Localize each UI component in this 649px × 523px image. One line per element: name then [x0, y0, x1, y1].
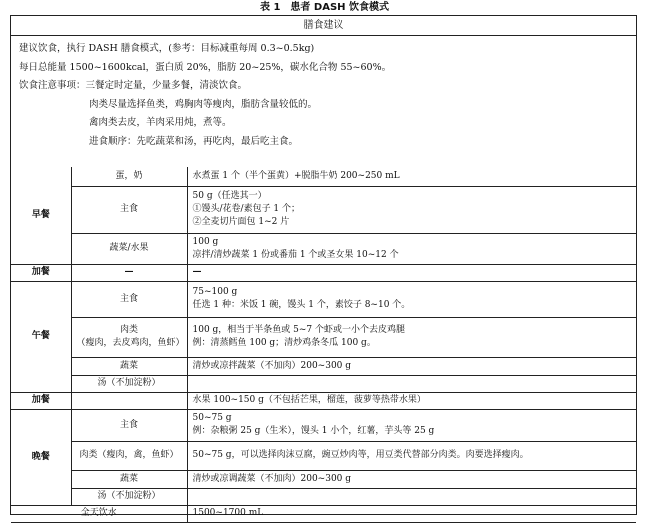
detail-dinner-soup [187, 488, 636, 505]
item-snack-1: — [71, 264, 187, 281]
meal-dinner: 晚餐 [11, 409, 71, 505]
table-row [11, 392, 636, 409]
meal-snack-2: 加餐 [11, 392, 71, 409]
detail-egg-milk: 水煮蛋 1 个（半个蛋黄）+脱脂牛奶 200~250 mL [187, 167, 636, 186]
detail-veg-fruit [187, 233, 636, 264]
table-row [11, 167, 636, 186]
detail-lunch-meat [187, 317, 636, 357]
detail-line: 100 g，相当于半条鱼或 5~7 个虾或一小个去皮鸡腿 [192, 325, 406, 335]
detail-water: 1500~1700 mL [187, 505, 636, 522]
table-row [11, 470, 636, 488]
detail-line: 100 g [192, 236, 219, 247]
item-line: （瘦肉，去皮鸡肉，鱼虾） [76, 338, 185, 348]
detail-snack-1: — [187, 264, 636, 281]
table-row [11, 441, 636, 470]
table-row [11, 488, 636, 505]
item-line: 肉类 [119, 325, 138, 335]
item-dinner-staple: 主食 [71, 409, 187, 441]
item-lunch-soup: 汤（不加淀粉） [71, 375, 187, 392]
detail-line: 任选 1 种：米饭 1 碗，馒头 1 个，素饺子 8~10 个。 [192, 300, 411, 310]
detail-line: 例：杂粮粥 25 g（生米），馒头 1 小个，红薯，芋头等 25 g [192, 426, 435, 436]
detail-lunch-veg: 清炒或凉拌蔬菜（不加肉）200~300 g [187, 357, 636, 375]
advice-line-3: 饮食注意事项：三餐定时定量，少量多餐，清淡饮食。 [19, 80, 248, 91]
table-row [11, 357, 636, 375]
item-veg-fruit: 蔬菜/水果 [71, 233, 187, 264]
table-row [11, 233, 636, 264]
detail-line: 75~100 g [192, 287, 238, 297]
detail-snack-2: 水果 100~150 g（不包括芒果，榴莲，菠萝等热带水果） [187, 392, 636, 409]
table-row [11, 505, 636, 522]
detail-line: ①馒头/花卷/素包子 1 个； [192, 204, 301, 214]
advice-line-4: 肉类尽量选择鱼类，鸡胸肉等瘦肉，脂肪含量较低的。 [89, 98, 318, 110]
table-row [11, 317, 636, 357]
item-water: 全天饮水 [11, 505, 187, 522]
table-row [11, 186, 636, 233]
table-row [11, 375, 636, 392]
advice-line-6: 进食顺序：先吃蔬菜和汤，再吃肉，最后吃主食。 [89, 135, 299, 147]
detail-line: 例：清蒸鳕鱼 100 g；清炒鸡条冬瓜 100 g。 [192, 338, 376, 348]
detail-breakfast-staple [187, 186, 636, 233]
detail-lunch-soup [187, 375, 636, 392]
meal-snack-1: 加餐 [11, 264, 71, 281]
item-snack-2 [71, 392, 187, 409]
advice-line-1: 建议饮食，执行 DASH 膳食模式，(参考：目标减重每周 0.3~0.5kg) [19, 43, 315, 54]
table-row [11, 281, 636, 317]
table-row [11, 409, 636, 441]
item-egg-milk: 蛋，奶 [71, 167, 187, 186]
item-breakfast-staple: 主食 [71, 186, 187, 233]
detail-dinner-veg: 清炒或凉调蔬菜（不加肉）200~300 g [187, 470, 636, 488]
table-caption: 表 1 患者 DASH 饮食模式 [259, 2, 389, 13]
detail-lunch-staple [187, 281, 636, 317]
meal-breakfast: 早餐 [11, 167, 71, 264]
table-header: 膳食建议 [11, 16, 636, 36]
advice-line-5: 禽肉类去皮，羊肉采用炖，煮等。 [89, 117, 232, 128]
item-dinner-meat: 肉类（瘦肉，禽，鱼虾） [71, 441, 187, 470]
detail-line: 50 g（任选其一） [192, 191, 267, 201]
meal-plan-table [11, 167, 636, 523]
advice-line-2: 每日总能量 1500~1600kcal，蛋白质 20%，脂肪 20~25%，碳水化合物 55~60%。 [19, 61, 392, 73]
item-dinner-veg: 蔬菜 [71, 470, 187, 488]
detail-dinner-staple [187, 409, 636, 441]
diet-table [10, 15, 637, 518]
item-dinner-soup: 汤（不加淀粉） [71, 488, 187, 505]
item-lunch-veg: 蔬菜 [71, 357, 187, 375]
diet-advice [19, 40, 629, 151]
table-row [11, 264, 636, 281]
detail-line: 凉拌/清炒蔬菜 1 份或番茄 1 个或圣女果 10~12 个 [192, 249, 399, 260]
detail-line: ②全麦切片面包 1~2 片 [192, 217, 290, 227]
meal-lunch: 午餐 [11, 281, 71, 392]
detail-dinner-meat: 50~75 g，可以选择肉沫豆腐，豌豆炒肉等，用豆类代替部分肉类。肉要选择瘦肉。 [187, 441, 636, 470]
item-lunch-staple: 主食 [71, 281, 187, 317]
detail-line: 50~75 g [192, 413, 232, 423]
item-lunch-meat [71, 317, 187, 357]
